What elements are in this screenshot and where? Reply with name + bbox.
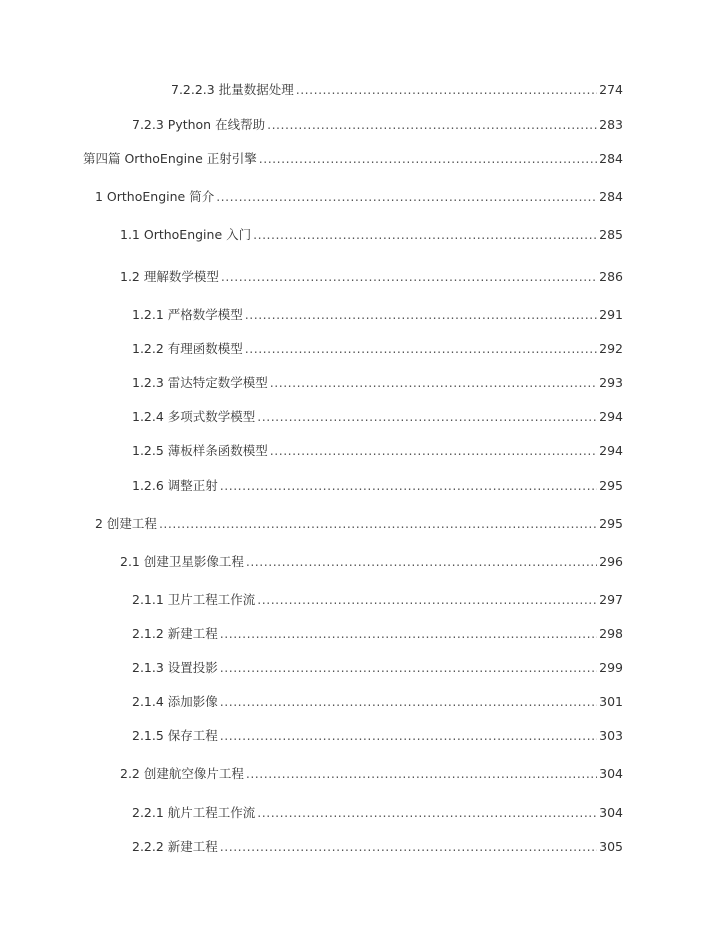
toc-entry-label: 2.2 创建航空像片工程	[120, 766, 244, 781]
toc-entry-page: 304	[599, 805, 623, 820]
toc-entry-label: 2.1.1 卫片工程工作流	[132, 592, 256, 607]
toc-entry[interactable]	[132, 371, 623, 391]
toc-entry-page: 301	[599, 694, 623, 709]
toc-entry[interactable]	[132, 588, 623, 608]
toc-entry-page: 305	[599, 839, 623, 854]
toc-leader-dots	[257, 805, 597, 821]
toc-entry-page: 293	[599, 375, 623, 390]
toc-entry-label: 2.1.3 设置投影	[132, 660, 218, 675]
toc-leader-dots	[245, 341, 597, 357]
toc-leader-dots	[257, 592, 597, 608]
toc-entry[interactable]	[132, 622, 623, 642]
toc-entry[interactable]	[171, 78, 623, 98]
toc-leader-dots	[220, 728, 597, 744]
toc-leader-dots	[246, 554, 597, 570]
toc-entry-label: 1.2.5 薄板样条函数模型	[132, 443, 268, 458]
toc-entry-label: 2.2.2 新建工程	[132, 839, 218, 854]
toc-entry-label: 1.2.1 严格数学模型	[132, 307, 243, 322]
toc-entry-page: 294	[599, 409, 623, 424]
toc-entry-label: 1 OrthoEngine 简介	[95, 189, 215, 204]
toc-entry-page: 295	[599, 516, 623, 531]
toc-leader-dots	[221, 269, 597, 285]
toc-leader-dots	[270, 443, 597, 459]
toc-leader-dots	[296, 82, 597, 98]
toc-leader-dots	[220, 694, 597, 710]
toc-leader-dots	[220, 839, 597, 855]
toc-entry-page: 296	[599, 554, 623, 569]
toc-entry[interactable]	[132, 690, 623, 710]
toc-entry[interactable]	[120, 223, 623, 243]
toc-entry-label: 1.2 理解数学模型	[120, 269, 219, 284]
toc-entry-label: 2.1.5 保存工程	[132, 728, 218, 743]
toc-entry[interactable]	[95, 185, 623, 205]
toc-entry-page: 286	[599, 269, 623, 284]
toc-entry-label: 2.1 创建卫星影像工程	[120, 554, 244, 569]
toc-entry-page: 303	[599, 728, 623, 743]
toc-leader-dots	[270, 375, 597, 391]
toc-leader-dots	[220, 478, 597, 494]
toc-entry-label: 7.2.2.3 批量数据处理	[171, 82, 294, 97]
toc-leader-dots	[159, 516, 597, 532]
toc-entry[interactable]	[120, 265, 623, 285]
toc-leader-dots	[267, 117, 597, 133]
toc-entry-label: 1.2.3 雷达特定数学模型	[132, 375, 268, 390]
toc-leader-dots	[257, 409, 597, 425]
toc-entry-label: 7.2.3 Python 在线帮助	[132, 117, 266, 132]
toc-entry-page: 284	[599, 151, 623, 166]
toc-leader-dots	[253, 227, 597, 243]
toc-entry[interactable]	[132, 337, 623, 357]
toc-entry-label: 2.1.2 新建工程	[132, 626, 218, 641]
toc-entry-label: 1.2.6 调整正射	[132, 478, 218, 493]
toc-entry-page: 304	[599, 766, 623, 781]
toc-entry-label: 1.2.4 多项式数学模型	[132, 409, 256, 424]
toc-entry-label: 1.2.2 有理函数模型	[132, 341, 243, 356]
toc-entry-label: 1.1 OrthoEngine 入门	[120, 227, 252, 242]
toc-entry-label: 2.2.1 航片工程工作流	[132, 805, 256, 820]
toc-leader-dots	[220, 660, 597, 676]
toc-entry[interactable]	[132, 835, 623, 855]
toc-entry-page: 297	[599, 592, 623, 607]
toc-entry[interactable]	[120, 550, 623, 570]
toc-entry-label: 第四篇 OrthoEngine 正射引擎	[83, 151, 257, 166]
toc-entry[interactable]	[120, 762, 623, 782]
toc-entry-page: 294	[599, 443, 623, 458]
toc-leader-dots	[220, 626, 597, 642]
toc-entry-page: 274	[599, 82, 623, 97]
toc-entry-page: 298	[599, 626, 623, 641]
toc-entry[interactable]	[132, 113, 623, 133]
toc-entry[interactable]	[83, 147, 623, 167]
toc-leader-dots	[246, 766, 597, 782]
toc-entry-page: 283	[599, 117, 623, 132]
toc-entry-label: 2.1.4 添加影像	[132, 694, 218, 709]
toc-entry[interactable]	[132, 303, 623, 323]
toc-entry-label: 2 创建工程	[95, 516, 157, 531]
toc-entry-page: 284	[599, 189, 623, 204]
toc-entry-page: 291	[599, 307, 623, 322]
toc-entry[interactable]	[132, 474, 623, 494]
toc-entry-page: 295	[599, 478, 623, 493]
toc-leader-dots	[259, 151, 597, 167]
toc-entry[interactable]	[132, 439, 623, 459]
toc-entry[interactable]	[132, 405, 623, 425]
toc-leader-dots	[245, 307, 597, 323]
toc-entry[interactable]	[132, 724, 623, 744]
toc-entry[interactable]	[132, 656, 623, 676]
toc-entry-page: 299	[599, 660, 623, 675]
toc-entry[interactable]	[95, 512, 623, 532]
toc-entry-page: 292	[599, 341, 623, 356]
toc-leader-dots	[216, 189, 597, 205]
toc-entry[interactable]	[132, 801, 623, 821]
toc-entry-page: 285	[599, 227, 623, 242]
